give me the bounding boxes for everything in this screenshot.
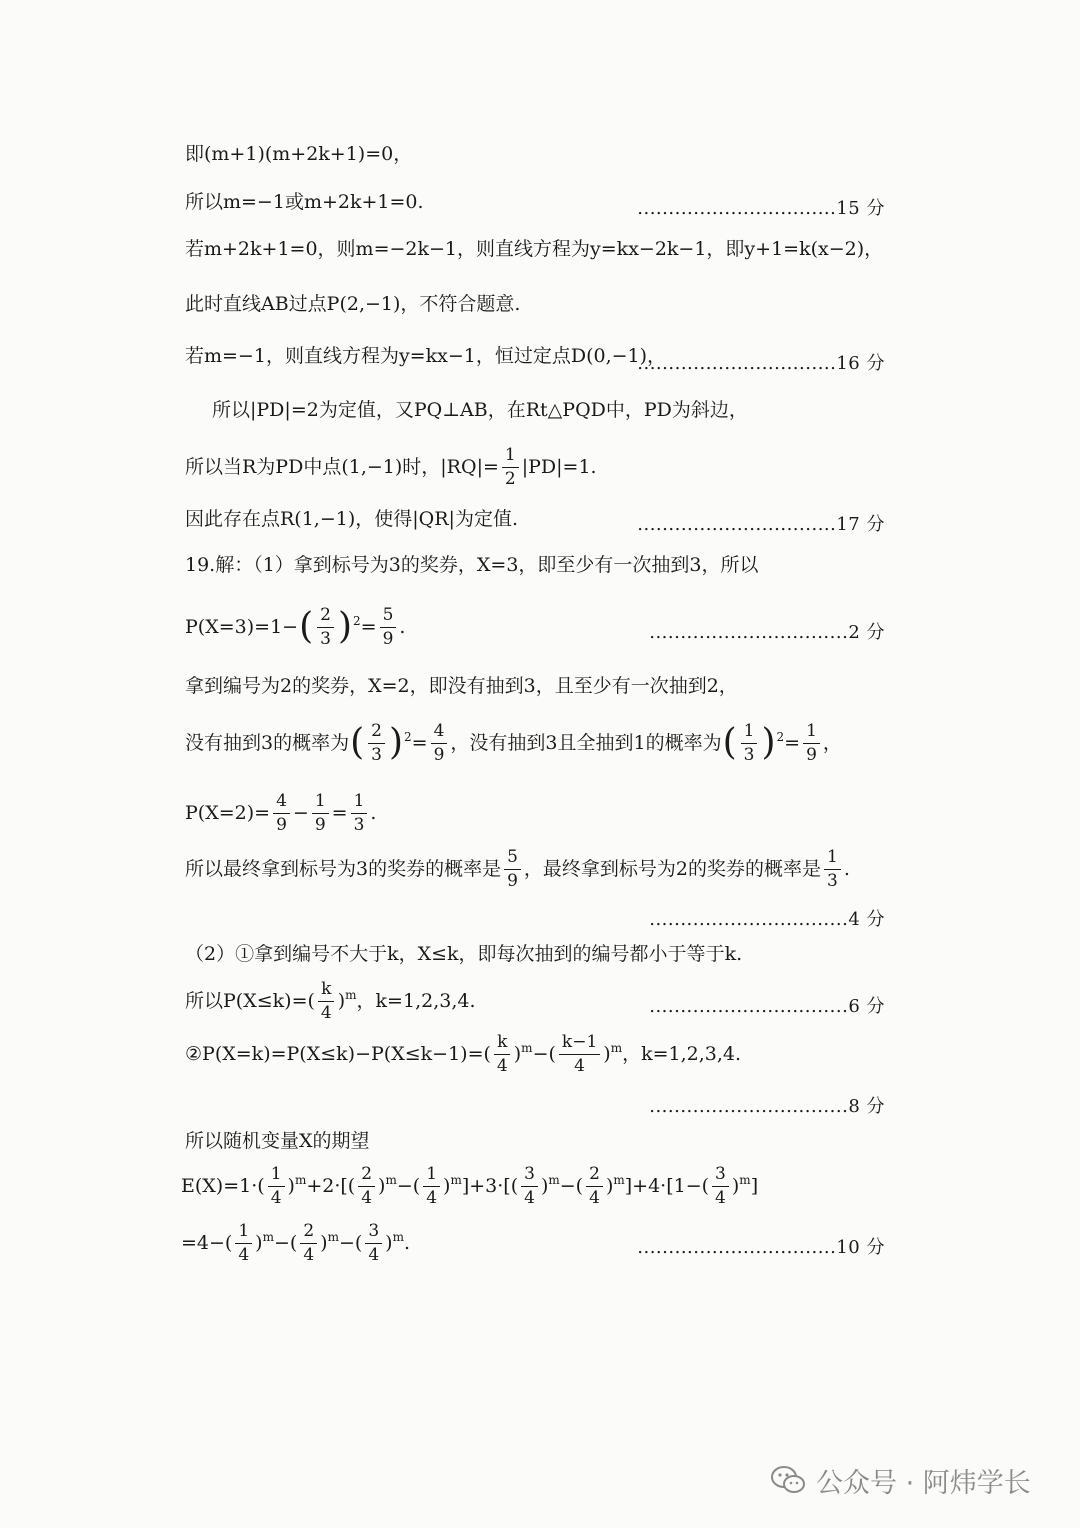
fraction: $\frac{1}{9}$ bbox=[803, 722, 820, 764]
fraction: $\frac{5}{9}$ bbox=[504, 848, 521, 890]
fraction: $\frac{1}{2}$ bbox=[502, 446, 519, 488]
line-15: （2）①拿到编号不大于k，X≤k，即每次抽到的编号都小于等于k. bbox=[185, 943, 743, 965]
score-17: ................................17 分 bbox=[637, 514, 885, 535]
fraction: $\frac{4}{9}$ bbox=[431, 722, 448, 764]
line-4: 此时直线AB过点P(2,−1)，不符合题意. bbox=[185, 293, 521, 315]
line-6: 所以|PD|=2为定值，又PQ⊥AB，在Rt△PQD中，PD为斜边， bbox=[212, 399, 748, 421]
fraction: $\frac{2}{4}$ bbox=[586, 1165, 603, 1207]
fraction: $\frac{2}{3}$ bbox=[317, 606, 334, 648]
line-16: 所以P(X≤k)=( $\frac{k}{4}$ ) $^m$ ，k=1,2,3,4. bbox=[185, 979, 476, 1023]
line-7: 所以当R为PD中点(1,−1)时，|RQ|= $\frac{1}{2}$ |PD|=1. bbox=[185, 445, 597, 489]
fraction: $\frac{5}{9}$ bbox=[380, 606, 397, 648]
score-15: ................................15 分 bbox=[637, 198, 885, 219]
score-16: ................................16 分 bbox=[637, 353, 885, 374]
score-2: ................................2 分 bbox=[649, 622, 885, 643]
fraction: $\frac{3}{4}$ bbox=[521, 1165, 538, 1207]
watermark-text: 公众号 · 阿炜学长 bbox=[816, 1467, 1031, 1499]
line-12: 没有抽到3的概率为 ( $\frac{2}{3}$ ) $^2$ = $\frac{4}{9}$ ，没有抽到3且全抽到1的概率为 ( $\frac{1}{3}$ ) $^2$ = $\frac{1}{9}$ ， bbox=[185, 721, 842, 765]
line-13: P(X=2)= $\frac{4}{9}$ − $\frac{1}{9}$ = $\frac{1}{3}$ . bbox=[185, 791, 377, 835]
score-6: ................................6 分 bbox=[649, 996, 885, 1017]
score-4: ................................4 分 bbox=[649, 909, 885, 930]
fraction: $\frac{3}{4}$ bbox=[365, 1222, 382, 1264]
line-17: ②P(X=k)=P(X≤k)−P(X≤k−1)=( $\frac{k}{4}$ ) $^m$ −( $\frac{k-1}{4}$ ) $^m$ ，k=1,2,3,4. bbox=[185, 1032, 742, 1076]
score-8: ................................8 分 bbox=[649, 1096, 885, 1117]
line-8: 因此存在点R(1,−1)，使得|QR|为定值. bbox=[185, 508, 518, 530]
fraction: $\frac{2}{4}$ bbox=[300, 1222, 317, 1264]
line-18: 所以随机变量X的期望 bbox=[185, 1130, 370, 1152]
fraction: $\frac{1}{3}$ bbox=[741, 722, 758, 764]
wechat-icon bbox=[770, 1465, 806, 1495]
line-3: 若m+2k+1=0，则m=−2k−1，则直线方程为y=kx−2k−1，即y+1=k(x−2)， bbox=[185, 238, 884, 260]
line-19: E(X)=1·( $\frac{1}{4}$ ) $^m$ +2·[( $\frac{2}{4}$ ) $^m$ −( $\frac{1}{4}$ ) $^m$ ]+3·[( $\frac{3}{4}$ ) $^m$ −( $\frac{2}{4}$ ) $^m$ ]+4·[1−( $\frac{3}{4}$ ) $^m$ ] bbox=[181, 1164, 759, 1208]
watermark bbox=[770, 1458, 1031, 1502]
line-11: 拿到编号为2的奖券，X=2，即没有抽到3，且至少有一次抽到2， bbox=[185, 675, 738, 697]
line-9: 19.解：（1）拿到标号为3的奖券，X=3，即至少有一次抽到3，所以 bbox=[185, 554, 759, 576]
fraction: $\frac{k}{4}$ bbox=[494, 1033, 511, 1075]
fraction: $\frac{1}{4}$ bbox=[423, 1165, 440, 1207]
line-10: P(X=3)=1− ( $\frac{2}{3}$ ) $^2$ = $\frac{5}{9}$ . bbox=[185, 605, 406, 649]
line-1: 即(m+1)(m+2k+1)=0， bbox=[185, 143, 413, 165]
fraction: $\frac{k-1}{4}$ bbox=[559, 1033, 600, 1075]
fraction: $\frac{2}{3}$ bbox=[368, 722, 385, 764]
fraction: $\frac{4}{9}$ bbox=[273, 792, 290, 834]
fraction: $\frac{1}{4}$ bbox=[235, 1222, 252, 1264]
fraction: $\frac{1}{3}$ bbox=[351, 792, 368, 834]
line-14: 所以最终拿到标号为3的奖券的概率是 $\frac{5}{9}$ ，最终拿到标号为2的奖券的概率是 $\frac{1}{3}$ . bbox=[185, 847, 850, 891]
line-2: 所以m=−1或m+2k+1=0. bbox=[185, 191, 424, 213]
fraction: $\frac{3}{4}$ bbox=[712, 1165, 729, 1207]
fraction: $\frac{1}{3}$ bbox=[824, 848, 841, 890]
fraction: $\frac{1}{4}$ bbox=[268, 1165, 285, 1207]
fraction: $\frac{2}{4}$ bbox=[358, 1165, 375, 1207]
score-10: ................................10 分 bbox=[637, 1237, 885, 1258]
line-5: 若m=−1，则直线方程为y=kx−1，恒过定点D(0,−1)， bbox=[185, 345, 667, 367]
line-20: =4−( $\frac{1}{4}$ ) $^m$ −( $\frac{2}{4}$ ) $^m$ −( $\frac{3}{4}$ ) $^m$ . bbox=[181, 1221, 410, 1265]
fraction: $\frac{1}{9}$ bbox=[312, 792, 329, 834]
fraction: $\frac{k}{4}$ bbox=[318, 980, 335, 1022]
